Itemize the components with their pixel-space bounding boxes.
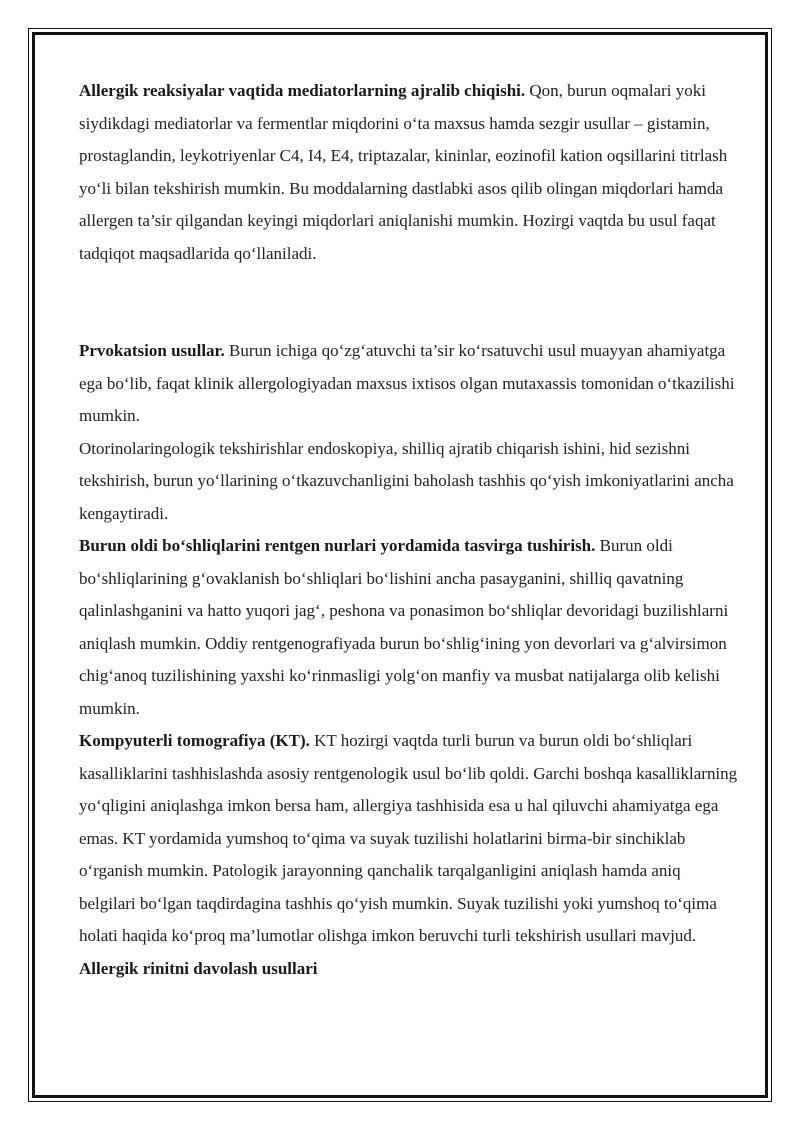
paragraph-text: Otorinolaringologik tekshirishlar endoskopiya, shilliq ajratib chiqarish ishini, hid sezishni tekshirish, burun yo‘llarining o‘tkazuvchanligini baholash tashhis qo‘yish imkoniyatlarini ancha kengaytiradi. xyxy=(79,438,734,523)
paragraph-heading: Burun oldi bo‘shliqlarini rentgen nurlari yordamida tasvirga tushirish. xyxy=(79,536,596,555)
paragraph-heading: Allergik reaksiyalar vaqtida mediatorlarning ajralib chiqishi. xyxy=(79,81,526,100)
document-body xyxy=(79,75,739,985)
section-heading-treatment: Allergik rinitni davolash usullari xyxy=(79,958,318,978)
paragraph-text: KT hozirgi vaqtda turli burun va burun oldi bo‘shliqlari kasalliklarini tashhislashda asosiy rentgenologik usul bo‘lib qoldi. Garchi boshqa kasalliklarning yo‘qligini aniqlashga imkon bersa ham, allergiya tashhisida esa u hal qiluvchi ahamiyatga ega emas. KT yordamida yumshoq to‘qima va suyak tuzilishi holatlarini birma-bir sinchiklab o‘rganish mumkin. Patologik jarayonning qanchalik tarqalganligini aniqlash hamda aniq belgilari bo‘lgan taqdirdagina tashhis qo‘yish mumkin. Suyak tuzilishi yoki yumshoq to‘qima holati haqida ko‘proq ma’lumotlar olishga imkon beruvchi turli tekshirish usullari mavjud. xyxy=(79,731,738,945)
page-border-frame xyxy=(32,32,768,1098)
paragraph-text: Burun oldi bo‘shliqlarining g‘ovaklanish bo‘shliqlari bo‘lishini ancha pasayganini, shilliq qavatning qalinlashganini va hatto yuqori jag‘, peshona va ponasimon bo‘shliqlar devoridagi buzilishlarni aniqlash mumkin. Oddiy rentgenografiyada burun bo‘shlig‘ining yon devorlari va g‘alvirsimon chig‘anoq tuzilishining yaxshi ko‘rinmasligi yolg‘on manfiy va musbat natijalarga olib kelishi mumkin. xyxy=(79,536,729,718)
paragraph-text: Qon, burun oqmalari yoki siydikdagi mediatorlar va fermentlar miqdorini o‘ta maxsus hamda sezgir usullar – gistamin, prostaglandin, leykotriyenlar C4, I4, E4, triptazalar, kininlar, eozinofil kation oqsillarini titrlash yo‘li bilan tekshirish mumkin. Bu moddalarning dastlabki asos qilib olingan miqdorlari hamda allergen ta’sir qilgandan keyingi miqdorlari aniqlanishi mumkin. Hozirgi vaqtda bu usul faqat tadqiqot maqsadlarida qo‘llaniladi. xyxy=(79,81,728,263)
paragraph-computed-tomography xyxy=(79,725,739,953)
paragraph-heading: Kompyuterli tomografiya (KT). xyxy=(79,731,310,750)
paragraph-otorhinolaryngology xyxy=(79,433,739,531)
paragraph-sinus-xray xyxy=(79,530,739,725)
paragraph-heading: Prvokatsion usullar. xyxy=(79,341,225,360)
paragraph-text: Burun ichiga qo‘zg‘atuvchi ta’sir ko‘rsatuvchi usul muayyan ahamiyatga ega bo‘lib, faqat klinik allergologiyadan maxsus ixtisos olgan mutaxassis tomonidan o‘tkazilishi mumkin. xyxy=(79,341,735,425)
paragraph-mediators xyxy=(79,75,739,270)
paragraph-provocation-methods xyxy=(79,335,739,433)
